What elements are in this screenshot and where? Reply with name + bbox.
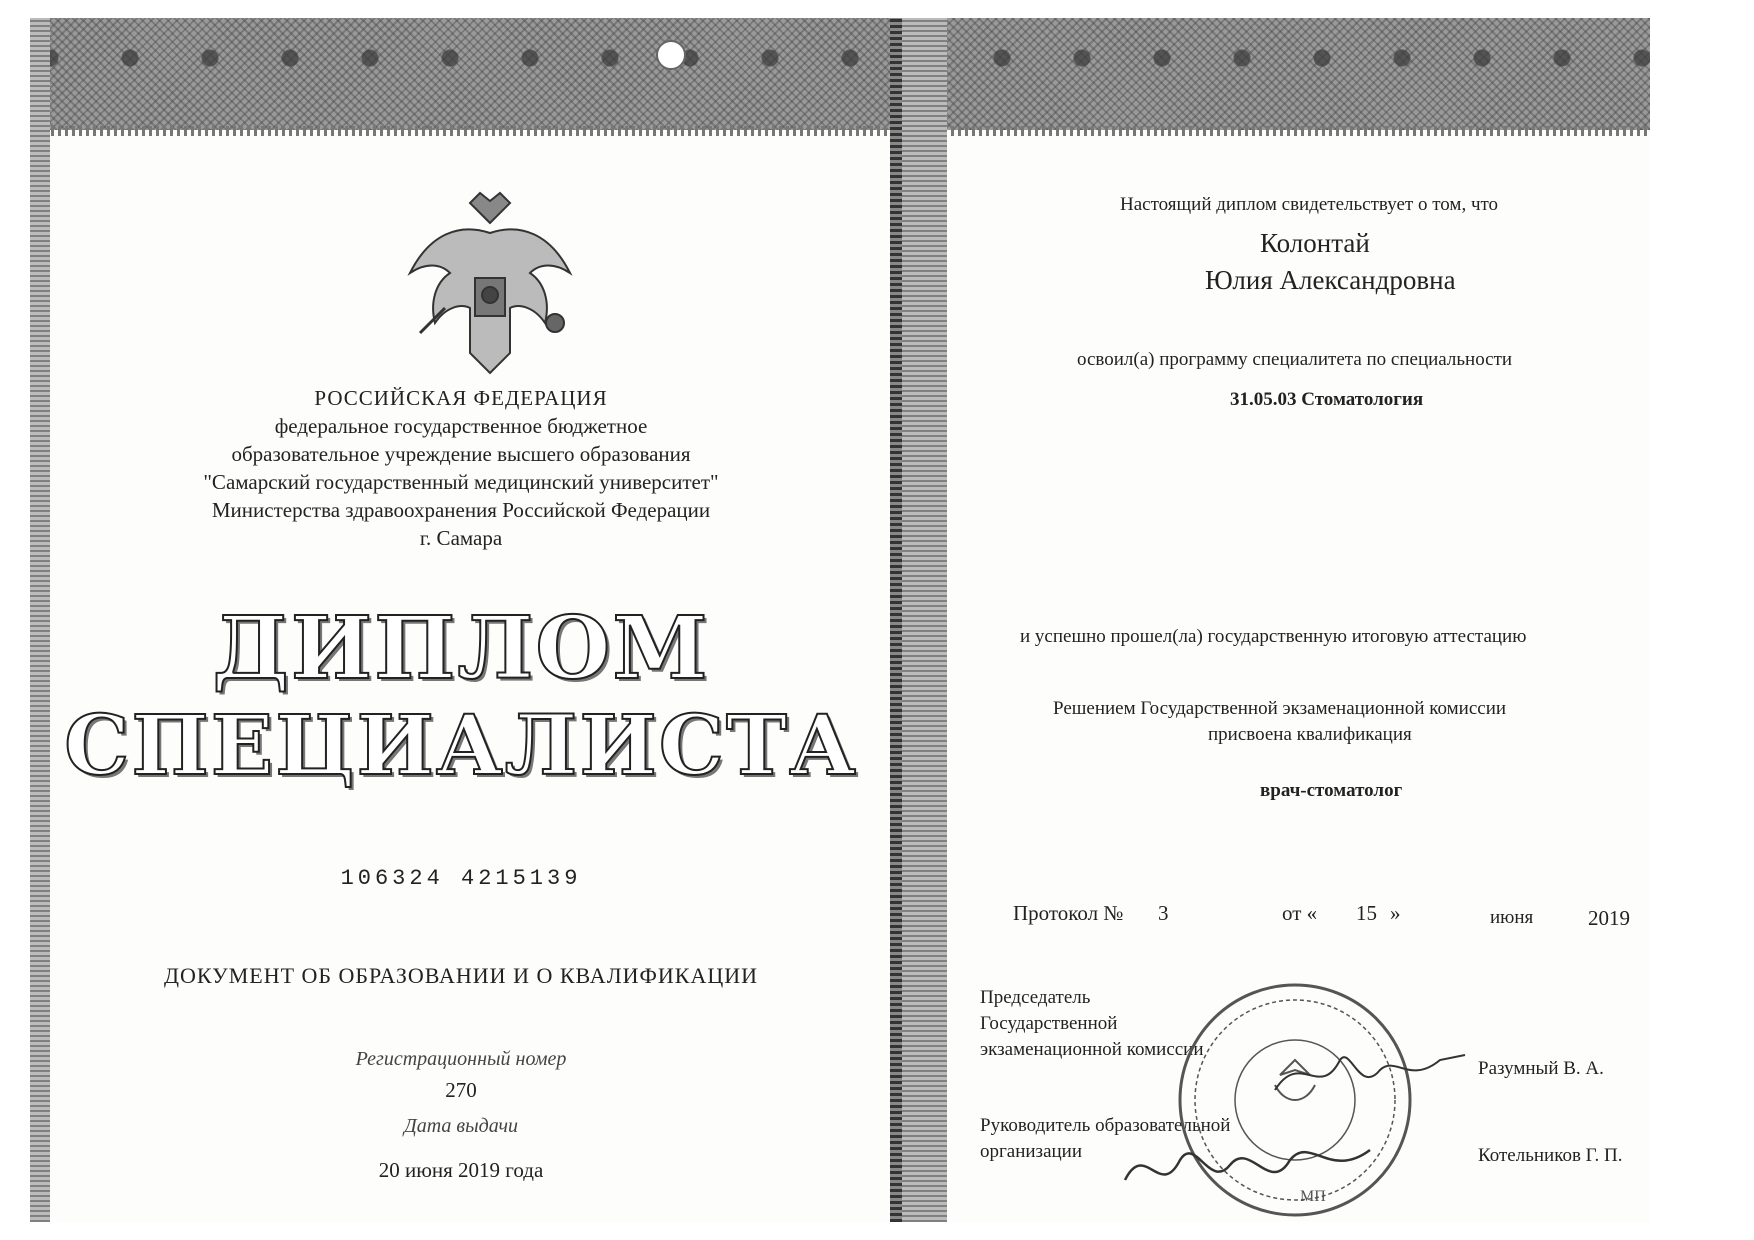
ornament-band-right <box>902 18 1650 130</box>
protocol-number: 3 <box>1158 901 1169 925</box>
issue-date-label: Дата выдачи <box>403 1115 519 1137</box>
diploma-title-line-1: ДИПЛОМ <box>212 598 710 699</box>
certificate-intro: Настоящий диплом свидетельствует о том, что <box>1120 194 1499 215</box>
protocol-day-close: » <box>1390 901 1401 925</box>
issue-date: 20 июня 2019 года <box>378 1158 544 1182</box>
protocol-month: июня <box>1490 907 1534 928</box>
head-signature <box>1120 1120 1380 1210</box>
commission-decision-line-1: Решением Государственной экзаменационной комиссии <box>1053 698 1507 719</box>
graduate-given-names: Юлия Александровна <box>1205 265 1456 295</box>
institution-line-2: образовательное учреждение высшего образования <box>231 442 691 466</box>
head-title-line-2: организации <box>980 1141 1083 1162</box>
attestation-statement: и успешно прошел(ла) государственную итоговую аттестацию <box>1020 626 1527 647</box>
institution-line-5: г. Самара <box>419 526 503 550</box>
chair-title-line-1: Председатель <box>980 987 1091 1008</box>
chair-title-line-3: экзаменационной комиссии <box>980 1039 1204 1060</box>
protocol-day: 15 <box>1356 901 1377 925</box>
diploma-cover-page <box>30 18 892 1222</box>
specialty: 31.05.03 Стоматология <box>1230 389 1424 410</box>
head-name: Котельников Г. П. <box>1478 1145 1623 1166</box>
institution-line-4: Министерства здравоохранения Российской Федерации <box>211 498 711 522</box>
commission-decision-line-2: присвоена квалификация <box>1208 724 1412 745</box>
institution-line-3: "Самарский государственный медицинский университет" <box>203 470 719 494</box>
graduate-surname: Колонтай <box>1260 228 1370 258</box>
qualification: врач-стоматолог <box>1260 780 1403 801</box>
registration-number: 270 <box>445 1078 477 1102</box>
diploma-title-line-2: СПЕЦИАЛИСТА <box>64 698 858 794</box>
chair-signature <box>1270 1040 1470 1110</box>
institution-line-1: федеральное государственное бюджетное <box>274 414 648 438</box>
binding-hole-left <box>656 40 686 70</box>
document-type: ДОКУМЕНТ ОБ ОБРАЗОВАНИИ И О КВАЛИФИКАЦИИ <box>163 963 758 988</box>
registration-label: Регистрационный номер <box>355 1048 567 1070</box>
protocol-year: 2019 <box>1588 906 1630 930</box>
side-border-right <box>902 18 947 1222</box>
protocol-label: Протокол № <box>1013 901 1124 925</box>
double-headed-eagle-emblem-icon <box>390 183 590 383</box>
stamp-mark-text: МП <box>1300 1188 1326 1205</box>
country-name: РОССИЙСКАЯ ФЕДЕРАЦИЯ <box>314 386 608 410</box>
protocol-from-label: от « <box>1282 901 1318 925</box>
head-title-line-1: Руководитель образовательной <box>980 1115 1231 1136</box>
chair-title-line-2: Государственной <box>980 1013 1118 1034</box>
chair-name: Разумный В. А. <box>1478 1058 1604 1079</box>
program-statement: освоил(а) программу специалитета по специальности <box>1077 349 1513 370</box>
ornament-band-left <box>30 18 892 130</box>
serial-number: 106324 4215139 <box>340 866 582 891</box>
